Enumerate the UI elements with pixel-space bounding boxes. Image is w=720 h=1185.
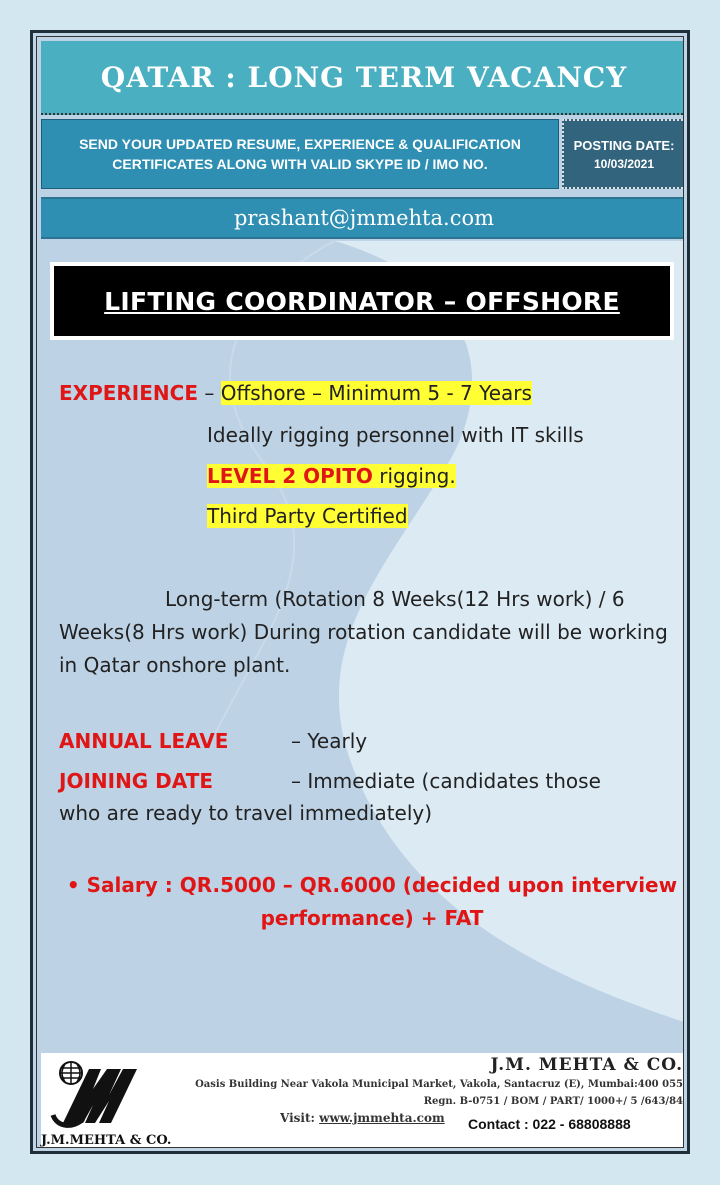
experience-line-2: Ideally rigging personnel with IT skills [207, 423, 584, 447]
annual-leave-label: ANNUAL LEAVE [59, 729, 229, 753]
joining-date-row [59, 769, 213, 793]
salary-line-2: performance) + FAT [260, 906, 484, 930]
posting-date-label: POSTING DATE: [573, 137, 675, 153]
website-link[interactable]: www.jmmehta.com [319, 1111, 445, 1125]
send-resume-text [79, 134, 521, 174]
joining-date-value-2: who are ready to travel immediately) [59, 801, 433, 825]
job-title: LIFTING COORDINATOR – OFFSHORE [104, 286, 620, 316]
job-title-box [50, 262, 674, 340]
joining-date-label: JOINING DATE [59, 769, 214, 793]
experience-line-4 [207, 504, 408, 528]
email-bar [41, 197, 684, 239]
page-title: QATAR : LONG TERM VACANCY [100, 60, 628, 94]
send-resume-bar [41, 119, 559, 189]
experience-label: EXPERIENCE [59, 381, 198, 405]
experience-line-1: Offshore – Minimum 5 - 7 Years [220, 381, 532, 405]
company-address: Oasis Building Near Vakola Municipal Market, Vakola, Santacruz (E), Mumbai:400 055 [195, 1079, 683, 1090]
contact-number: Contact : 022 - 68808888 [468, 1116, 631, 1132]
experience-dash: – [197, 381, 221, 405]
title-banner [41, 41, 684, 115]
posting-date-value: 10/03/2021 [593, 156, 655, 171]
joining-date-value: – Immediate (candidates those [291, 769, 601, 793]
send-line-1: SEND YOUR UPDATED RESUME, EXPERIENCE & QUALIFICATION [79, 136, 521, 152]
posting-date-box [562, 119, 684, 189]
send-line-2: CERTIFICATES ALONG WITH VALID SKYPE ID / IMO NO. [112, 156, 488, 172]
visit-line [280, 1111, 445, 1125]
opito-rest: rigging. [372, 464, 456, 488]
visit-label: Visit: [280, 1111, 320, 1125]
opito-level: LEVEL 2 OPITO [207, 464, 373, 488]
salary-bullet: • [66, 873, 80, 897]
jm-logo-icon [49, 1059, 139, 1131]
third-party-certified: Third Party Certified [207, 504, 408, 528]
rotation-paragraph: Long-term (Rotation 8 Weeks(12 Hrs work) / 6 Weeks(8 Hrs work) During rotation candidate will be working in Qatar onshore plant. [59, 587, 668, 677]
experience-line-3 [207, 464, 456, 488]
poster-frame [30, 30, 690, 1154]
footer [41, 1053, 684, 1148]
logo-caption: J.M.MEHTA & CO. [41, 1133, 172, 1148]
poster-inner [36, 36, 684, 1148]
registration-number: Regn. B-0751 / BOM / PART/ 1000+/ 5 /643/84 [423, 1096, 683, 1107]
salary-line-1: • Salary : QR.5000 – QR.6000 (decided upon interview [66, 873, 678, 897]
email-link[interactable]: prashant@jmmehta.com [233, 206, 495, 230]
company-name: J.M. MEHTA & CO. [490, 1055, 683, 1075]
experience-row [59, 381, 532, 405]
salary-block [57, 869, 684, 935]
annual-leave-value: – Yearly [291, 729, 368, 753]
annual-leave-row [59, 729, 228, 753]
